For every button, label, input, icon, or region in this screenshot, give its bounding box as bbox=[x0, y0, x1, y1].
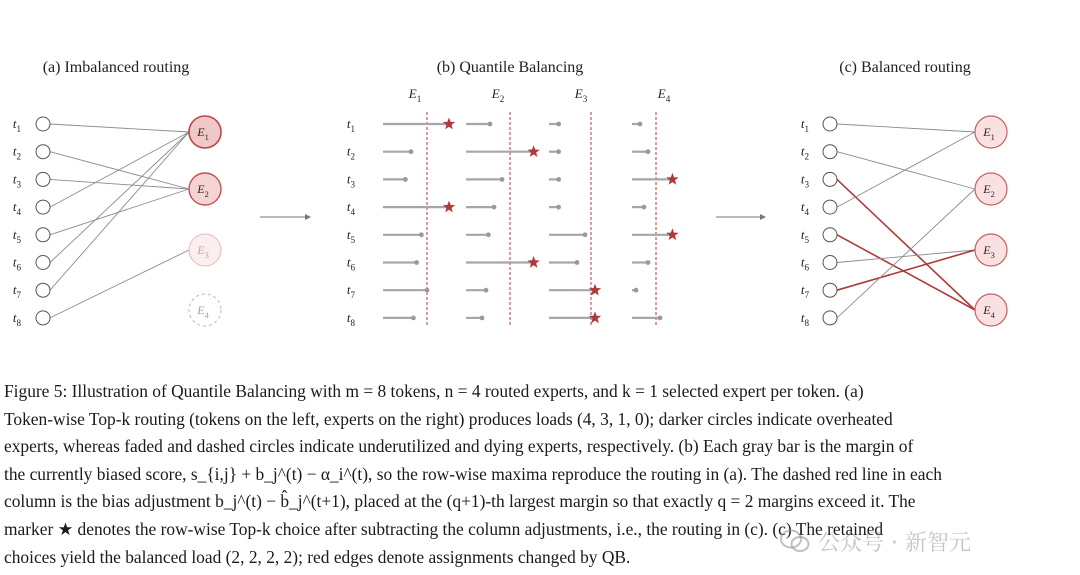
routing-edge bbox=[837, 152, 975, 189]
caption-line: Figure 5: Illustration of Quantile Balancing with m = 8 tokens, n = 4 routed experts, and k = 1 selected expert per token. (a) bbox=[4, 381, 864, 401]
token-node bbox=[823, 172, 837, 186]
topk-star bbox=[443, 118, 455, 130]
margin-end bbox=[658, 316, 663, 321]
margin-end bbox=[492, 205, 497, 210]
margin-end bbox=[403, 177, 408, 182]
token-label: $t_2$ bbox=[800, 143, 810, 162]
panel-b-margins bbox=[347, 86, 679, 328]
watermark-text: 公众号 · 新智元 bbox=[818, 530, 971, 556]
token-node bbox=[823, 256, 837, 270]
token-node bbox=[823, 228, 837, 242]
panel-c-title: (c) Balanced routing bbox=[839, 59, 971, 76]
token-label: $t_3$ bbox=[12, 171, 22, 190]
token-label: $t_2$ bbox=[12, 143, 22, 162]
panel-c-graph bbox=[801, 116, 1007, 328]
arrow-a-to-b bbox=[260, 214, 311, 220]
margin-end bbox=[484, 288, 489, 293]
expert-node bbox=[189, 294, 221, 326]
caption-line: choices yield the balanced load (2, 2, 2, 2); red edges denote assignments changed by QB. bbox=[4, 546, 631, 567]
row-label: $t_5$ bbox=[346, 226, 356, 245]
expert-node bbox=[975, 294, 1007, 326]
expert-label: $E_4$ bbox=[983, 303, 995, 320]
margin-end bbox=[646, 149, 651, 154]
token-node bbox=[36, 117, 50, 131]
topk-star bbox=[443, 201, 455, 213]
panel-b-title: (b) Quantile Balancing bbox=[436, 59, 584, 76]
topk-star bbox=[666, 173, 678, 185]
margin-end bbox=[425, 288, 430, 293]
token-node bbox=[823, 117, 837, 131]
token-label: $t_4$ bbox=[800, 199, 810, 218]
caption-line: marker ★ denotes the row-wise Top-k choice after subtracting the column adjustments, i.e., the routing in (c). (c) The retained bbox=[4, 518, 884, 539]
token-label: $t_5$ bbox=[800, 226, 810, 245]
routing-edge bbox=[50, 132, 189, 263]
row-label: $t_4$ bbox=[346, 199, 356, 218]
wechat-icon bbox=[780, 528, 810, 554]
margin-end bbox=[556, 122, 561, 127]
column-label: $E_3$ bbox=[574, 86, 588, 104]
token-node bbox=[823, 200, 837, 214]
token-label: $t_1$ bbox=[800, 116, 810, 134]
token-label: $t_6$ bbox=[800, 254, 810, 273]
margin-end bbox=[480, 316, 485, 321]
expert-node bbox=[975, 173, 1007, 205]
caption-line: experts, whereas faded and dashed circles indicate underutilized and dying experts, respectively. (b) Each gray bar is the margin of bbox=[4, 436, 914, 457]
caption-line: Token-wise Top-k routing (tokens on the left, experts on the right) produces loads (4, 3, 1, 0); darker circles indicate overheated bbox=[4, 408, 893, 429]
margin-end bbox=[500, 177, 505, 182]
margin-end bbox=[642, 205, 647, 210]
token-node bbox=[36, 256, 50, 270]
margin-end bbox=[414, 260, 419, 265]
routing-edge bbox=[50, 250, 189, 318]
expert-label: $E_1$ bbox=[197, 125, 209, 142]
routing-edge bbox=[837, 132, 975, 207]
routing-edge bbox=[50, 179, 189, 189]
expert-label: $E_3$ bbox=[197, 243, 209, 260]
token-label: $t_3$ bbox=[800, 171, 810, 190]
expert-label: $E_3$ bbox=[983, 243, 995, 260]
token-node bbox=[36, 145, 50, 159]
token-label: $t_1$ bbox=[12, 116, 22, 134]
token-label: $t_8$ bbox=[12, 309, 22, 328]
column-label: $E_1$ bbox=[408, 86, 422, 104]
margin-end bbox=[634, 288, 639, 293]
arrow-b-to-c bbox=[716, 214, 766, 220]
routing-edge bbox=[50, 152, 189, 189]
expert-label: $E_4$ bbox=[197, 303, 209, 320]
row-label: $t_8$ bbox=[346, 309, 356, 328]
token-label: $t_6$ bbox=[12, 254, 22, 273]
expert-label: $E_2$ bbox=[197, 182, 209, 199]
routing-edge bbox=[837, 179, 975, 310]
panel-a-graph bbox=[13, 116, 221, 328]
row-label: $t_7$ bbox=[346, 282, 356, 301]
token-node bbox=[36, 283, 50, 297]
margin-end bbox=[646, 260, 651, 265]
row-label: $t_3$ bbox=[346, 171, 356, 190]
row-label: $t_1$ bbox=[346, 116, 356, 134]
margin-end bbox=[575, 260, 580, 265]
margin-end bbox=[583, 232, 588, 237]
token-node bbox=[36, 172, 50, 186]
token-node bbox=[823, 283, 837, 297]
margin-end bbox=[419, 232, 424, 237]
topk-star bbox=[527, 145, 539, 157]
watermark bbox=[780, 521, 1080, 561]
token-label: $t_4$ bbox=[12, 199, 22, 218]
token-node bbox=[823, 145, 837, 159]
margin-end bbox=[486, 232, 491, 237]
routing-edge bbox=[50, 132, 189, 290]
token-label: $t_7$ bbox=[800, 282, 810, 301]
row-label: $t_6$ bbox=[346, 254, 356, 273]
expert-node bbox=[975, 234, 1007, 266]
token-node bbox=[36, 200, 50, 214]
expert-label: $E_2$ bbox=[983, 182, 995, 199]
row-label: $t_2$ bbox=[346, 143, 356, 162]
topk-star bbox=[527, 256, 539, 268]
column-label: $E_2$ bbox=[491, 86, 505, 104]
margin-end bbox=[556, 177, 561, 182]
expert-label: $E_1$ bbox=[983, 125, 995, 142]
caption-line: column is the bias adjustment b_j^(t) − b̂_j^(t+1), placed at the (q+1)-th largest margin so that exactly q = 2 margins exceed it. The bbox=[4, 491, 916, 512]
expert-node bbox=[189, 173, 221, 205]
expert-node bbox=[189, 234, 221, 266]
margin-end bbox=[638, 122, 643, 127]
token-label: $t_8$ bbox=[800, 309, 810, 328]
topk-star bbox=[666, 228, 678, 240]
expert-node bbox=[975, 116, 1007, 148]
margin-end bbox=[409, 149, 414, 154]
token-node bbox=[36, 228, 50, 242]
column-label: $E_4$ bbox=[657, 86, 671, 104]
margin-end bbox=[411, 316, 416, 321]
token-node bbox=[36, 311, 50, 325]
routing-edge bbox=[837, 124, 975, 132]
token-label: $t_5$ bbox=[12, 226, 22, 245]
margin-end bbox=[556, 149, 561, 154]
panel-a-title: (a) Imbalanced routing bbox=[42, 59, 190, 76]
token-label: $t_7$ bbox=[12, 282, 22, 301]
margin-end bbox=[556, 205, 561, 210]
margin-end bbox=[488, 122, 493, 127]
caption-line: the currently biased score, s_{i,j} + b_j^(t) − α_i^(t), so the row-wise maxima reproduce the routing in (a). The dashed red line in each bbox=[4, 463, 942, 484]
token-node bbox=[823, 311, 837, 325]
routing-edge bbox=[50, 124, 189, 132]
expert-node bbox=[189, 116, 221, 148]
